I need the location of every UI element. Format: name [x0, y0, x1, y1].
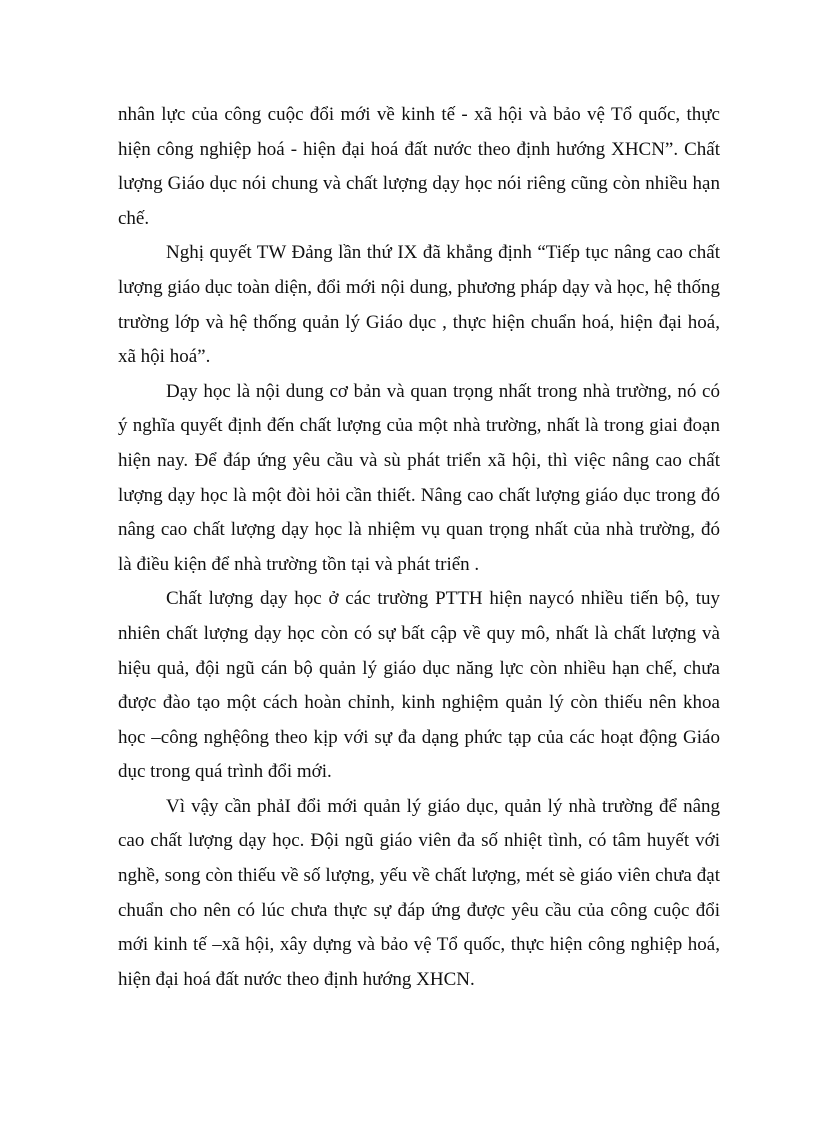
paragraph: Nghị quyết TW Đảng lần thứ IX đã khẳng định “Tiếp tục nâng cao chất lượng giáo dục toàn diện, đổi mới nội dung, phương pháp dạy và học, hệ thống trường lớp và hệ thống quản lý Giáo dục , thực hiện chuẩn hoá, hiện đại hoá, xã hội hoá”.: [118, 242, 720, 368]
paragraph: Vì vậy cần phảI đổi mới quản lý giáo dục, quản lý nhà trường để nâng cao chất lượng dạy học. Đội ngũ giáo viên đa số nhiệt tình, có tâm huyết với nghề, song còn thiếu về số lượng, yếu về chất lượng, mét sè giáo viên chưa đạt chuẩn cho nên có lúc chưa thực sự đáp ứng được yêu cầu của công cuộc đổi mới kinh tế –xã hội, xây dựng và bảo vệ Tổ quốc, thực hiện công nghiệp hoá, hiện đại hoá đất nước theo định hướng XHCN.: [118, 795, 720, 990]
paragraph-continuation: nhân lực của công cuộc đổi mới về kinh tế - xã hội và bảo vệ Tổ quốc, thực hiện công nghiệp hoá - hiện đại hoá đất nước theo định hướng XHCN”. Chất lượng Giáo dục nói chung và chất lượng dạy học nói riêng cũng còn nhiều hạn chế.: [118, 104, 720, 229]
paragraph: Chất lượng dạy học ở các trường PTTH hiện naycó nhiều tiến bộ, tuy nhiên chất lượng dạy học còn có sự bất cập về quy mô, nhất là chất lượng và hiệu quả, đội ngũ cán bộ quản lý giáo dục năng lực còn nhiều hạn chế, chưa được đào tạo một cách hoàn chỉnh, kinh nghiệm quản lý còn thiếu nên khoa học –công nghệông theo kịp với sự đa dạng phức tạp của các hoạt động Giáo dục trong quá trình đổi mới.: [118, 588, 720, 783]
paragraph: Dạy học là nội dung cơ bản và quan trọng nhất trong nhà trường, nó có ý nghĩa quyết định đến chất lượng của một nhà trường, nhất là trong giai đoạn hiện nay. Để đáp ứng yêu cầu và sù phát triển xã hội, thì việc nâng cao chất lượng dạy học là một đòi hỏi cần thiết. Nâng cao chất lượng giáo dục trong đó nâng cao chất lượng dạy học là nhiệm vụ quan trọng nhất của nhà trường, đó là điều kiện để nhà trường tồn tại và phát triển .: [118, 380, 720, 575]
body-text: [118, 98, 720, 997]
